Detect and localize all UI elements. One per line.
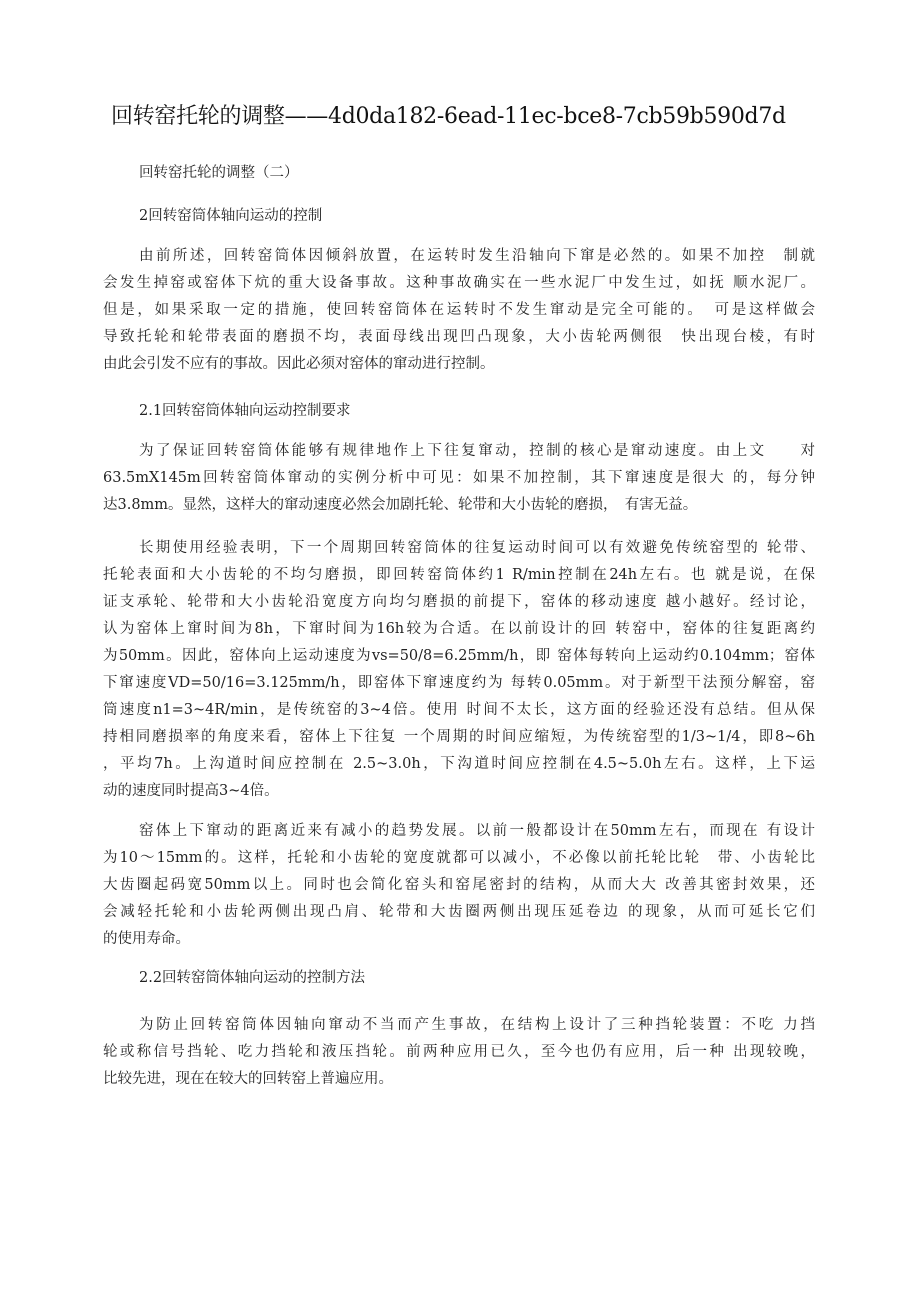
paragraph-line: 的使用寿命。 — [103, 931, 190, 947]
paragraph-line: 认为窑体上窜时间为8h，下窜时间为16h较为合适。在以前设计的回 转窑中，窑体的往复距离约 — [103, 621, 815, 637]
paragraph-line: 证支承轮、轮带和大小齿轮沿宽度方向均匀磨损的前提下，窑体的移动速度 越小越好。经讨论， — [103, 594, 815, 610]
document-title: 回转窑托轮的调整——4d0da182-6ead-11ec-bce8-7cb59b590d7d — [111, 104, 786, 129]
paragraph-line: 会减轻托轮和小齿轮两侧出现凸肩、轮带和大齿圈两侧出现压延卷边 的现象，从而可延长它们 — [103, 904, 815, 920]
paragraph-line: 63.5mX145m回转窑筒体窜动的实例分析中可见：如果不加控制，其下窜速度是很大 的，每分钟 — [103, 470, 815, 486]
section-heading-2: 2回转窑筒体轴向运动的控制 — [139, 208, 323, 224]
paragraph-line: 为防止回转窑筒体因轴向窜动不当而产生事故，在结构上设计了三种挡轮装置：不吃 力挡 — [139, 1017, 815, 1033]
paragraph-1 — [103, 243, 815, 378]
paragraph-line: 筒速度n1=3~4R/min，是传统窑的3~4倍。使用 时间不太长，这方面的经验还没有总结。但从保 — [103, 702, 815, 718]
section-heading-2-2: 2.2回转窑筒体轴向运动的控制方法 — [139, 970, 366, 986]
paragraph-line: 为50mm。因此，窑体向上运动速度为vs=50/8=6.25mm/h，即 窑体每转向上运动约0.104mm；窑体 — [103, 648, 815, 664]
paragraph-line: 下窜速度VD=50/16=3.125mm/h，即窑体下窜速度约为 每转0.05mm。对于新型干法预分解窑，窑 — [103, 675, 815, 691]
paragraph-line: 持相同磨损率的角度来看，窑体上下往复 一个周期的时间应缩短，为传统窑型的1/3~1/4，即8~6h — [103, 729, 815, 745]
paragraph-4 — [103, 818, 815, 953]
paragraph-line: 长期使用经验表明，下一个周期回转窑筒体的往复运动时间可以有效避免传统窑型的 轮带、 — [139, 540, 815, 556]
paragraph-5 — [103, 1012, 815, 1093]
paragraph-2 — [103, 438, 815, 519]
paragraph-line: 托轮表面和大小齿轮的不均匀磨损，即回转窑筒体约1 R/min控制在24h左右。也 就是说，在保 — [103, 567, 815, 583]
paragraph-line: 大齿圈起码宽50mm以上。同时也会简化窑头和窑尾密封的结构，从而大大 改善其密封效果，还 — [103, 877, 815, 893]
paragraph-line: ，平均7h。上沟道时间应控制在 2.5~3.0h，下沟道时间应控制在4.5~5.0h左右。这样，上下运 — [103, 756, 815, 772]
paragraph-line: 轮或称信号挡轮、吃力挡轮和液压挡轮。前两种应用已久，至今也仍有应用，后一种 出现较晚， — [103, 1044, 815, 1060]
paragraph-line: 由此会引发不应有的事故。因此必须对窑体的窜动进行控制。 — [103, 356, 495, 372]
document-subtitle: 回转窑托轮的调整（二） — [139, 165, 299, 181]
section-heading-2-1: 2.1回转窑筒体轴向运动控制要求 — [139, 403, 351, 419]
paragraph-line: 达3.8mm。显然，这样大的窜动速度必然会加剧托轮、轮带和大小齿轮的磨损， 有害无益。 — [103, 497, 698, 513]
paragraph-line: 会发生掉窑或窑体下炕的重大设备事故。这种事故确实在一些水泥厂中发生过，如抚 顺水泥厂。 — [103, 275, 815, 291]
paragraph-line: 由前所述，回转窑筒体因倾斜放置，在运转时发生沿轴向下窜是必然的。如果不加控 制就 — [139, 248, 815, 264]
paragraph-3 — [103, 535, 815, 805]
paragraph-line: 比较先进，现在在较大的回转窑上普遍应用。 — [103, 1071, 393, 1087]
paragraph-line: 为了保证回转窑筒体能够有规律地作上下往复窜动，控制的核心是窜动速度。由上文 对 — [139, 443, 815, 459]
paragraph-line: 但是，如果采取一定的措施，使回转窑筒体在运转时不发生窜动是完全可能的。 可是这样做会 — [103, 302, 815, 318]
paragraph-line: 动的速度同时提高3~4倍。 — [103, 783, 279, 799]
paragraph-line: 导致托轮和轮带表面的磨损不均，表面母线出现凹凸现象，大小齿轮两侧很 快出现台棱，有时 — [103, 329, 815, 345]
paragraph-line: 为10～15mm的。这样，托轮和小齿轮的宽度就都可以减小，不必像以前托轮比轮 带、小齿轮比 — [103, 850, 815, 866]
paragraph-line: 窑体上下窜动的距离近来有减小的趋势发展。以前一般都设计在50mm左右，而现在 有设计 — [139, 823, 815, 839]
